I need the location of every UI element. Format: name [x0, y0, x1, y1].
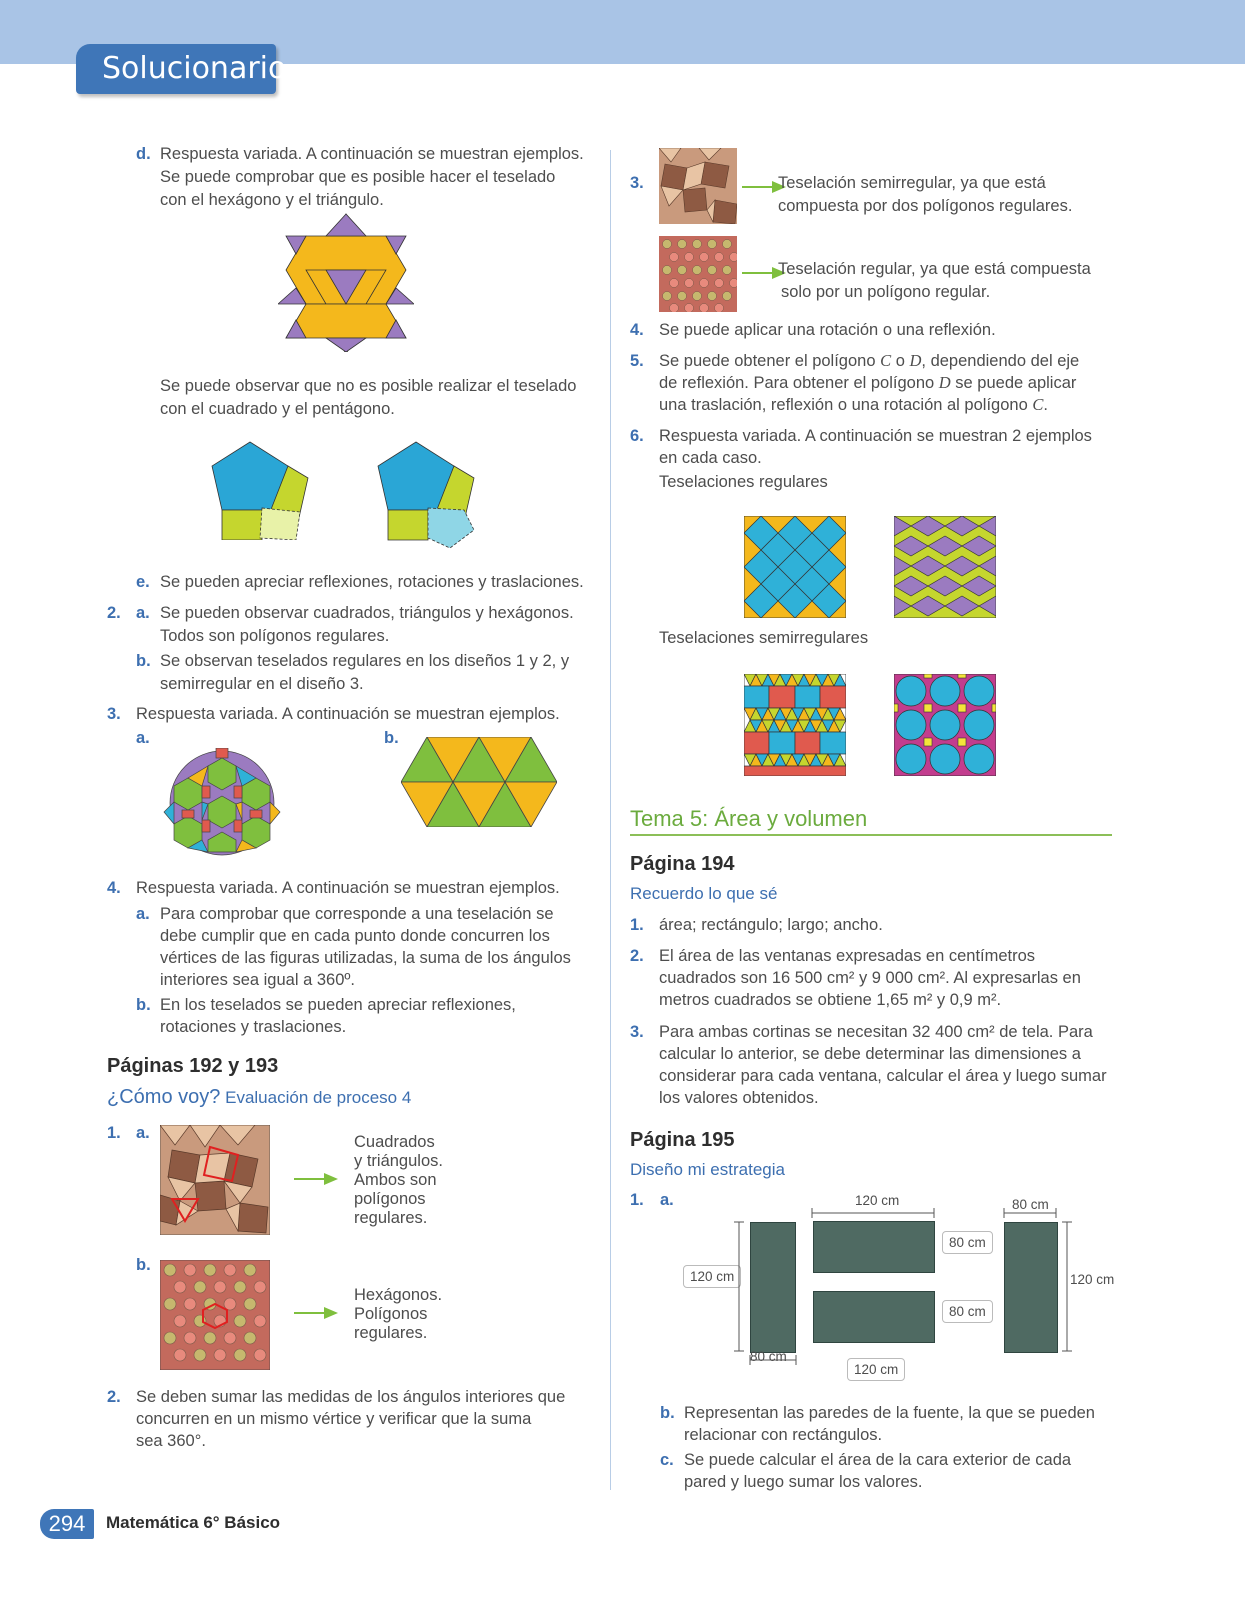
text-line: los valores obtenidos.: [659, 1089, 819, 1107]
item-marker: a.: [660, 1191, 674, 1209]
regular-hexagon-tessellation-thumb: [659, 236, 737, 312]
item-marker: b.: [136, 1256, 151, 1274]
semiregular-octagon-tessellation: [894, 674, 996, 776]
text-line: metros cuadrados se obtiene 1,65 m² y 0,9 m².: [659, 991, 1002, 1009]
question-number: 5.: [630, 352, 644, 370]
text-line: Se deben sumar las medidas de los ángulos interiores que: [136, 1388, 566, 1406]
text-line: Todos son polígonos regulares.: [160, 627, 390, 645]
text-line: compuesta por dos polígonos regulares.: [778, 197, 1073, 215]
text-line: Ambos son: [354, 1171, 437, 1189]
text-line: sea 360°.: [136, 1432, 206, 1450]
wall-right: [1004, 1222, 1058, 1353]
text-line: interiores sea igual a 360º.: [160, 971, 355, 989]
solucionario-tab: [76, 44, 287, 94]
text-line: polígonos: [354, 1190, 426, 1208]
text-line: regulares.: [354, 1209, 428, 1227]
question-number: 1.: [107, 1124, 121, 1142]
eval-label: Evaluación de proceso 4: [225, 1088, 412, 1107]
text-line: Se puede comprobar que es posible hacer el teselado: [160, 168, 556, 186]
dimension-label: 120 cm: [855, 1193, 900, 1208]
question-number: 2.: [107, 604, 121, 622]
section-heading: Página 195: [630, 1129, 735, 1151]
text-line: Se puede aplicar una rotación o una reflexión.: [659, 321, 996, 339]
regular-triangle-tessellation-2: [894, 516, 996, 618]
question-number: 1.: [630, 1191, 644, 1209]
answer-text-block: [354, 1133, 443, 1228]
item-marker: c.: [660, 1451, 674, 1469]
hexagon-triangle-tessellation: [278, 210, 414, 352]
text-line: considerar para cada ventana, calcular el área y luego sumar: [659, 1067, 1107, 1085]
tab-title: Solucionario: [102, 51, 287, 86]
dimension-line: [810, 1208, 936, 1218]
text-line: y triángulos.: [354, 1152, 443, 1170]
caption: Teselaciones regulares: [659, 473, 828, 491]
section-heading: Página 194: [630, 853, 735, 875]
question-number: 3.: [630, 1023, 644, 1041]
semiregular-square-triangle-tessellation: [744, 674, 846, 776]
dimension-label: 80 cm: [750, 1349, 787, 1364]
text-line: vértices de las figuras utilizadas, la suma de los ángulos: [160, 949, 571, 967]
text-line: concurren en un mismo vértice y verificar que la suma: [136, 1410, 532, 1428]
item-marker: a.: [136, 905, 150, 923]
text-line: de reflexión. Para obtener el polígono D se puede aplicar: [659, 373, 1077, 392]
wall-bottom: [813, 1291, 935, 1343]
wall-top: [813, 1221, 935, 1273]
pentagon-square-fail-2: [376, 440, 478, 550]
item-marker: e.: [136, 573, 150, 591]
text-line: Para comprobar que corresponde a una teselación se: [160, 905, 554, 923]
hexagon-tessellation-small: [160, 1260, 270, 1370]
text-line: solo por un polígono regular.: [781, 283, 991, 301]
semiregular-tessellation-thumb: [659, 148, 737, 224]
text-line: Representan las paredes de la fuente, la que se pueden: [684, 1404, 1095, 1422]
dimension-label: 120 cm: [683, 1265, 741, 1288]
topic-title: Tema 5: Área y volumen: [630, 806, 868, 831]
text-line: Se puede observar que no es posible realizar el teselado: [160, 377, 577, 395]
question-number: 2.: [107, 1388, 121, 1406]
squares-triangles-tessellation: [160, 1125, 270, 1235]
dimension-label: 80 cm: [1012, 1197, 1049, 1212]
subsection-heading: Recuerdo lo que sé: [630, 884, 778, 903]
subsection-heading: [107, 1086, 411, 1109]
text-line: área; rectángulo; largo; ancho.: [659, 916, 883, 934]
text-line: El área de las ventanas expresadas en centímetros: [659, 947, 1036, 965]
text-line: Para ambas cortinas se necesitan 32 400 cm² de tela. Para: [659, 1023, 1093, 1041]
text-line: En los teselados se pueden apreciar reflexiones,: [160, 996, 516, 1014]
semiregular-flower-tessellation: [158, 748, 286, 858]
text-line: debe cumplir que en cada punto donde concurren los: [160, 927, 550, 945]
text-line: Se puede obtener el polígono C o D, dependiendo del eje: [659, 351, 1080, 370]
item-marker: b.: [136, 652, 151, 670]
page-number: 294: [40, 1509, 94, 1539]
text-line: Respuesta variada. A continuación se muestran 2 ejemplos: [659, 427, 1092, 445]
text-line: cuadrados son 16 500 cm² y 9 000 cm². Al expresarlas en: [659, 969, 1081, 987]
caption: Teselaciones semirregulares: [659, 629, 869, 647]
question-number: 3.: [107, 705, 121, 723]
pentagon-square-fail-1: [210, 440, 310, 540]
text-line: con el hexágono y el triángulo.: [160, 191, 384, 209]
column-divider: [610, 150, 611, 1490]
wall-left: [750, 1222, 796, 1353]
text-line: Respuesta variada. A continuación se muestran ejemplos.: [160, 145, 584, 163]
text-line: Se puede calcular el área de la cara exterior de cada: [684, 1451, 1072, 1469]
arrow-icon: [294, 1306, 338, 1320]
text-line: Polígonos: [354, 1305, 428, 1323]
item-marker: b.: [384, 729, 399, 747]
text-line: regulares.: [354, 1324, 428, 1342]
item-marker: a.: [136, 729, 150, 747]
question-number: 4.: [630, 321, 644, 339]
text-line: Se observan teselados regulares en los diseños 1 y 2, y: [160, 652, 570, 670]
section-heading: Páginas 192 y 193: [107, 1055, 279, 1077]
dimension-label: 120 cm: [847, 1358, 905, 1381]
question-number: 1.: [630, 916, 644, 934]
question-number: 6.: [630, 427, 644, 445]
text-line: con el cuadrado y el pentágono.: [160, 400, 395, 418]
text-line: pared y luego sumar los valores.: [684, 1473, 923, 1491]
text-line: una traslación, reflexión o una rotación al polígono C.: [659, 395, 1048, 414]
text-line: Respuesta variada. A continuación se muestran ejemplos.: [136, 879, 560, 897]
subsection-heading: Diseño mi estrategia: [630, 1160, 785, 1179]
text-line: relacionar con rectángulos.: [684, 1426, 883, 1444]
como-voy-label: ¿Cómo voy?: [107, 1086, 221, 1108]
item-marker: a.: [136, 604, 150, 622]
dimension-line: [734, 1220, 744, 1353]
dimension-label: 120 cm: [1070, 1272, 1115, 1287]
text-line: Cuadrados: [354, 1133, 435, 1151]
item-marker: b.: [136, 996, 151, 1014]
text-line: calcular lo anterior, se debe determinar las dimensiones a: [659, 1045, 1081, 1063]
item-marker: d.: [136, 145, 151, 163]
dimension-label: 80 cm: [942, 1231, 993, 1254]
question-number: 2.: [630, 947, 644, 965]
text-line: en cada caso.: [659, 449, 762, 467]
text-line: semirregular en el diseño 3.: [160, 675, 364, 693]
regular-triangle-tessellation: [401, 737, 557, 827]
text-line: Hexágonos.: [354, 1286, 443, 1304]
text-line: Teselación regular, ya que está compuesta: [778, 260, 1091, 278]
text-line: Respuesta variada. A continuación se muestran ejemplos.: [136, 705, 560, 723]
question-number: 4.: [107, 879, 121, 897]
question-number: 3.: [630, 174, 644, 192]
regular-square-tessellation: [744, 516, 846, 618]
text-line: rotaciones y traslaciones.: [160, 1018, 347, 1036]
text-line: Teselación semirregular, ya que está: [778, 174, 1046, 192]
footer-title: Matemática 6° Básico: [106, 1513, 281, 1532]
text-line: Se pueden observar cuadrados, triángulos y hexágonos.: [160, 604, 574, 622]
topic-underline: [630, 834, 1112, 836]
answer-text-block: [354, 1286, 442, 1343]
item-marker: a.: [136, 1124, 150, 1142]
dimension-label: 80 cm: [942, 1300, 993, 1323]
text-line: Se pueden apreciar reflexiones, rotaciones y traslaciones.: [160, 573, 584, 591]
item-marker: b.: [660, 1404, 675, 1422]
arrow-icon: [294, 1172, 338, 1186]
